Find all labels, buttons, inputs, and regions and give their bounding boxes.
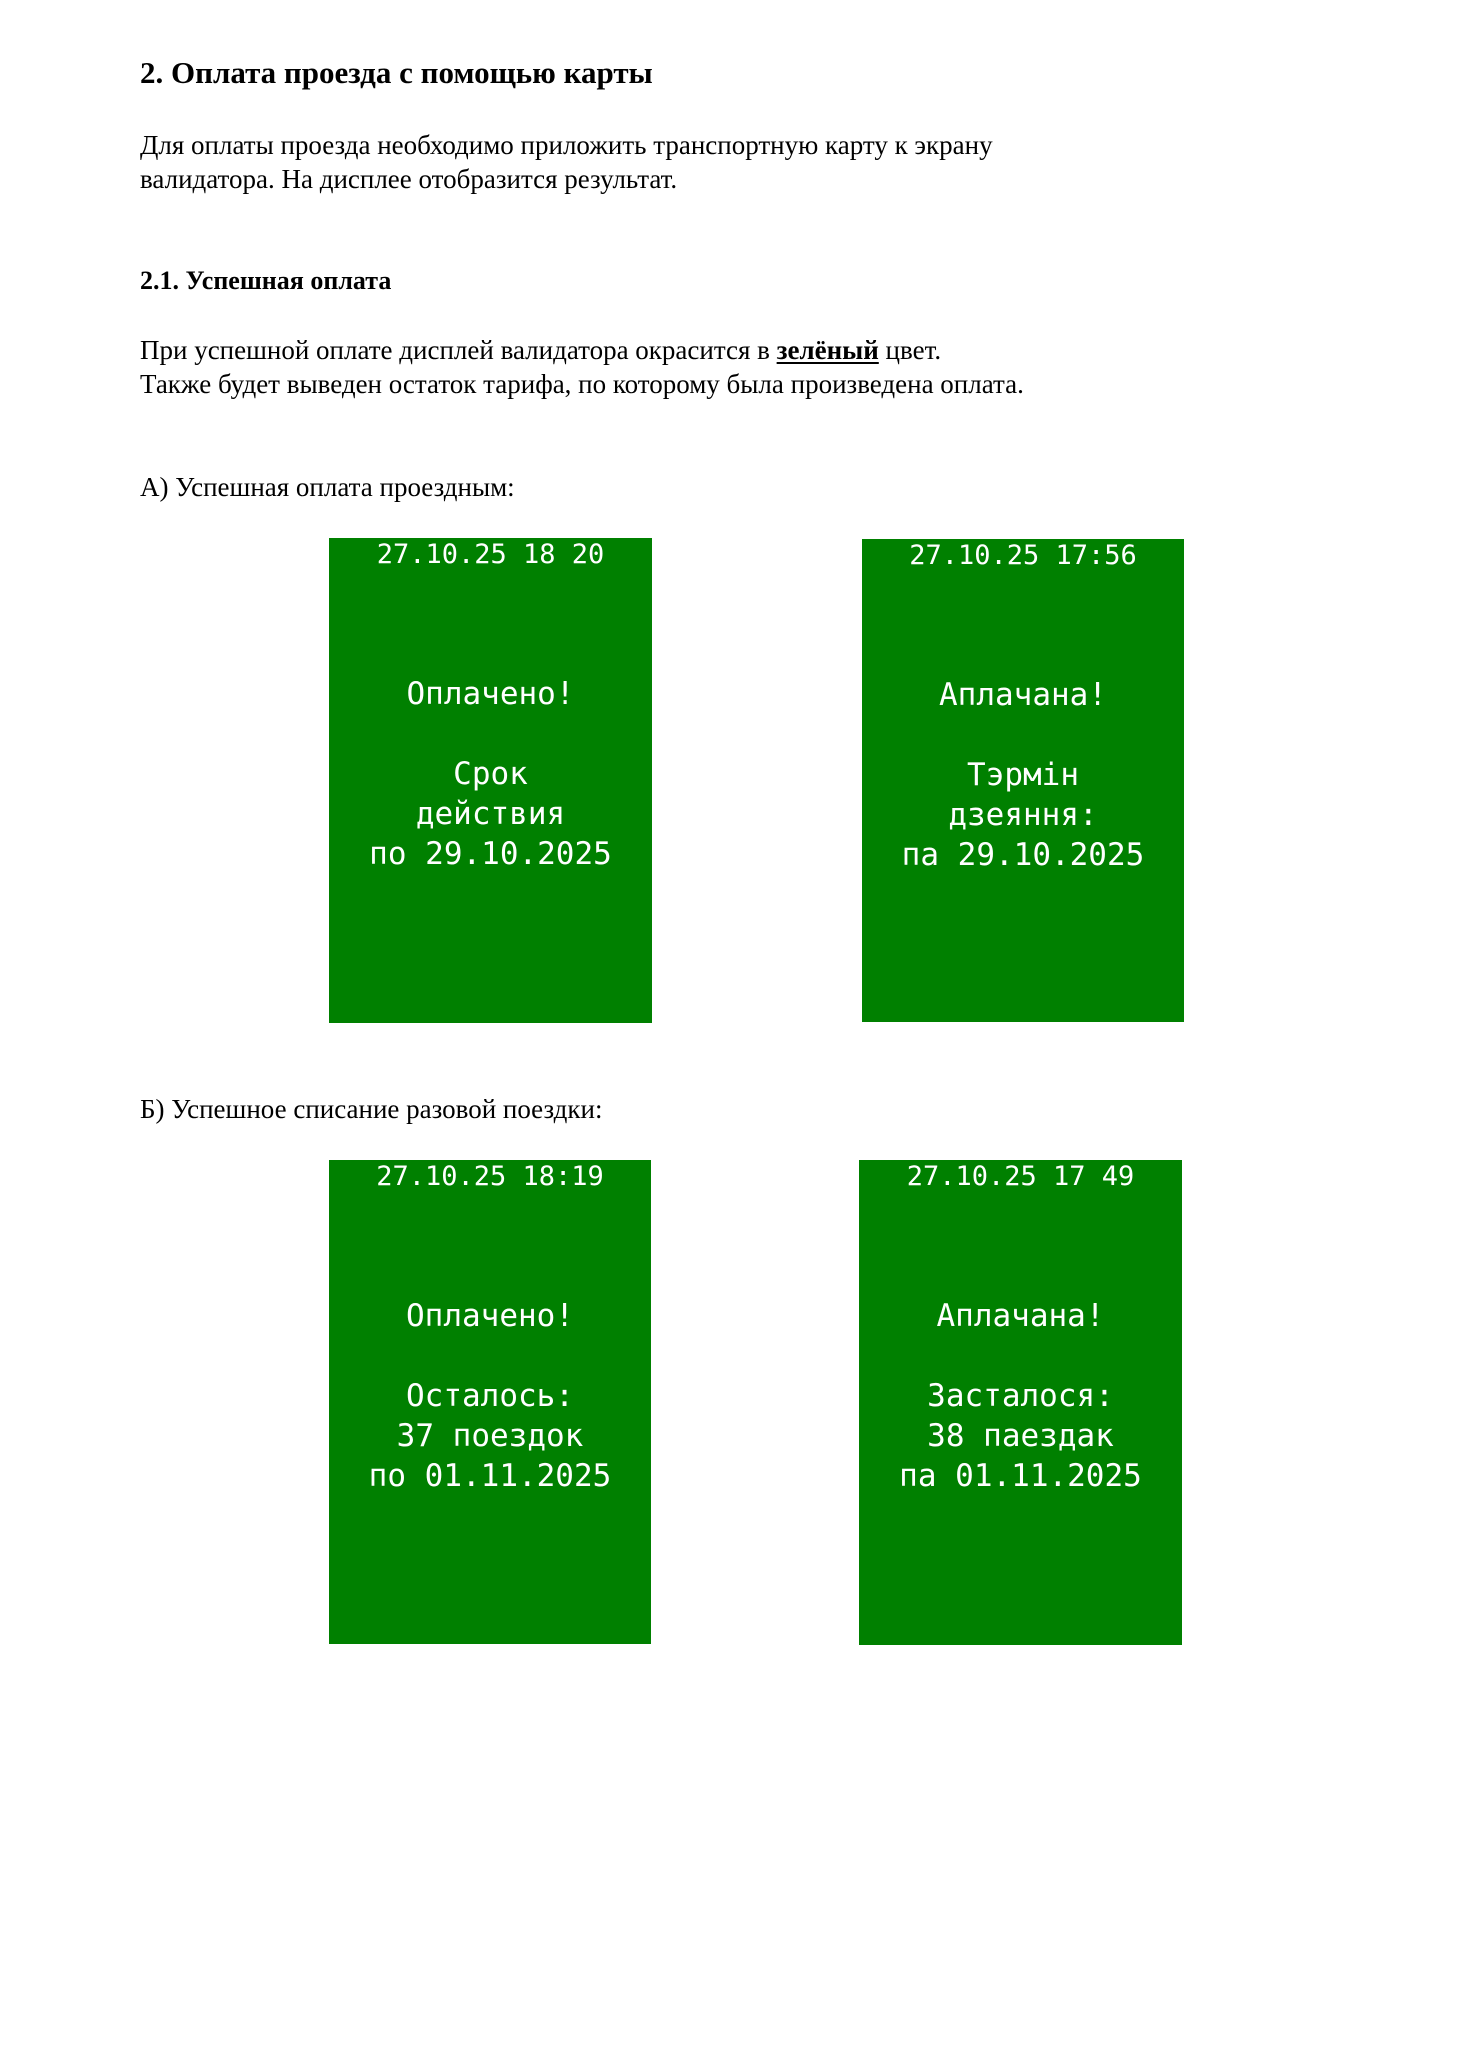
intro-line-1: Для оплаты проезда необходимо приложить транспортную карту к экрану (140, 130, 993, 160)
screen-line-2: действия (415, 796, 566, 832)
intro-line-2: валидатора. На дисплее отобразится результат. (140, 164, 678, 194)
screen-status: Оплачено! (406, 676, 575, 712)
screen-line-2: 38 паездак (927, 1418, 1114, 1454)
case-b-label: Б) Успешное списание разовой поездки: (140, 1094, 603, 1124)
screen-line-3: по 29.10.2025 (369, 836, 612, 872)
validator-screen-pass-ru (329, 538, 652, 1023)
description-text-after: цвет. (878, 335, 942, 365)
screen-clock: 27.10.25 18:19 (376, 1161, 604, 1192)
screen-line-2: дзеяння: (948, 797, 1098, 833)
success-description-line-1 (140, 333, 941, 367)
screen-line-1: Осталось: (406, 1378, 574, 1414)
section-title: 2. Оплата проезда с помощью карты (140, 55, 653, 90)
screen-clock: 27.10.25 17 49 (906, 1161, 1135, 1192)
validator-screen-trip-by (859, 1160, 1182, 1645)
screen-line-3: по 01.11.2025 (368, 1458, 612, 1494)
description-text-before: При успешной оплате дисплей валидатора окрасится в (140, 335, 777, 365)
validator-screen-trip-ru (329, 1160, 651, 1644)
green-color-word: зелёный (776, 335, 879, 365)
validator-screen-pass-by (862, 539, 1184, 1022)
screen-line-1: Засталося: (927, 1378, 1114, 1414)
screen-message (329, 674, 652, 874)
screen-clock: 27.10.25 18 20 (376, 539, 605, 570)
screen-message (859, 1296, 1182, 1496)
case-a-label: А) Успешная оплата проездным: (140, 472, 515, 502)
screen-message (862, 675, 1184, 875)
screen-message (329, 1296, 651, 1496)
screen-status: Аплачана! (936, 1298, 1105, 1334)
screen-line-1: Тэрмін (967, 757, 1079, 793)
screen-status: Оплачено! (406, 1298, 574, 1334)
screen-line-3: па 01.11.2025 (899, 1458, 1142, 1494)
subsection-title: 2.1. Успешная оплата (140, 266, 392, 295)
screen-status: Аплачана! (939, 677, 1107, 713)
screen-clock: 27.10.25 17:56 (909, 540, 1137, 571)
screen-line-1: Срок (453, 756, 528, 792)
screen-line-2: 37 поездок (396, 1418, 584, 1454)
success-description-line-2: Также будет выведен остаток тарифа, по которому была произведена оплата. (140, 369, 1024, 399)
screen-line-3: па 29.10.2025 (901, 837, 1145, 873)
